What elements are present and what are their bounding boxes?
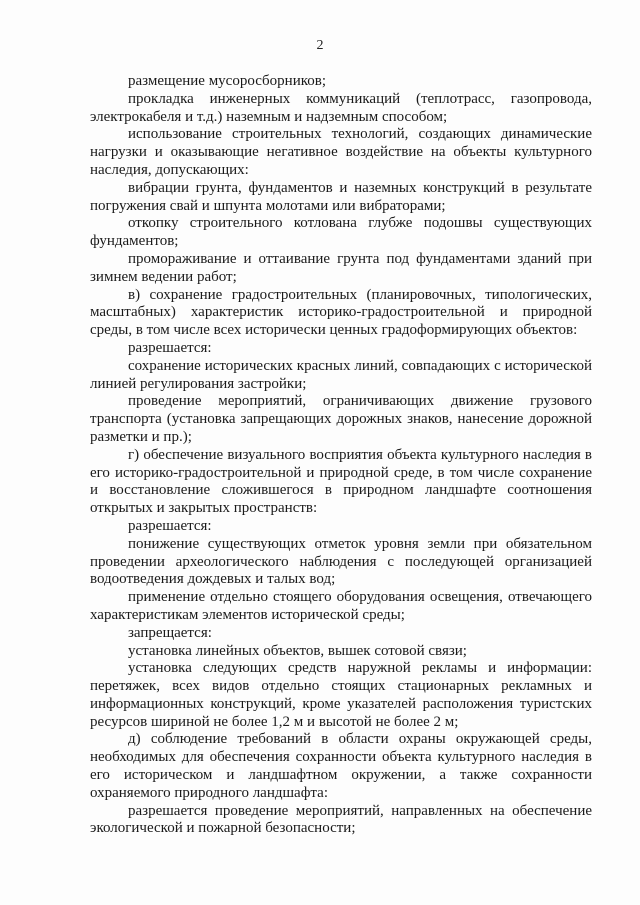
paragraph: понижение существующих отметок уровня земли при обязательном проведении археологического наблюдения с последующей организацией водоотведения дождевых и талых вод; [90,535,592,588]
paragraph: прокладка инженерных коммуникаций (теплотрасс, газопровода, электрокабеля и т.д.) наземным и надземным способом; [90,90,592,125]
paragraph: вибрации грунта, фундаментов и наземных конструкций в результате погружения свай и шпунта молотами или вибраторами; [90,179,592,214]
paragraph: сохранение исторических красных линий, совпадающих с исторической линией регулирования застройки; [90,357,592,392]
paragraph: разрешается проведение мероприятий, направленных на обеспечение экологической и пожарной безопасности; [90,802,592,837]
paragraph: размещение мусоросборников; [128,73,327,89]
paragraph: установка следующих средств наружной рекламы и информации: перетяжек, всех видов отдельно стоящих стационарных рекламных и информационных конструкций, кроме указателей расположения туристских ресурсов шириной не более 1,2 м и высотой не более 2 м; [90,660,592,730]
document-body [90,73,592,838]
paragraph: промораживание и оттаивание грунта под фундаментами зданий при зимнем ведении работ; [90,250,592,285]
paragraph: откопку строительного котлована глубже подошвы существующих фундаментов; [90,215,592,250]
paragraph: разрешается: [128,517,212,534]
paragraph: д) соблюдение требований в области охраны окружающей среды, необходимых для обеспечения сохранности объекта культурного наследия в его историческом и ландшафтном окружении, а также сохранности охраняемого природного ландшафта: [90,731,592,801]
paragraph: разрешается: [128,339,212,356]
paragraph: установка линейных объектов, вышек сотовой связи; [128,642,467,659]
page-number: 2 [316,38,324,53]
paragraph: в) сохранение градостроительных (планировочных, типологических, масштабных) характеристик историко-градостроительной и природной среды, в том числе всех исторически ценных градоформирующих объектов: [90,286,592,339]
paragraph: запрещается: [128,624,212,641]
paragraph: проведение мероприятий, ограничивающих движение грузового транспорта (установка запрещающих дорожных знаков, нанесение дорожной разметки и пр.); [90,393,592,445]
paragraph: применение отдельно стоящего оборудования освещения, отвечающего характеристикам элементов исторической среды; [90,589,592,623]
paragraph: использование строительных технологий, создающих динамические нагрузки и оказывающие негативное воздействие на объекты культурного наследия, допускающих: [90,126,592,178]
paragraph: г) обеспечение визуального восприятия объекта культурного наследия в его историко-градостроительной и природной среде, в том числе сохранение и восстановление сложившегося в природном ландшафте соотношения открытых и закрытых пространств: [90,446,592,517]
